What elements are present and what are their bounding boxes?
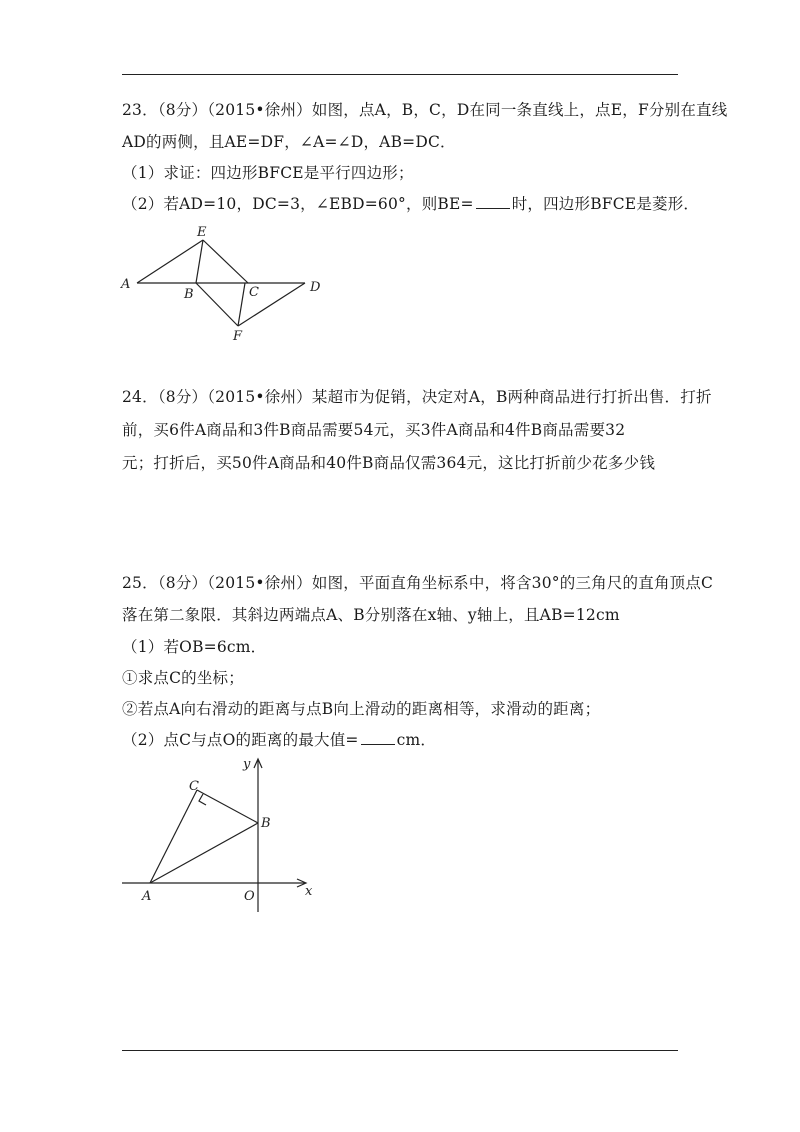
side-ac xyxy=(150,790,197,883)
label-c: C xyxy=(249,285,259,300)
label-f: F xyxy=(233,329,243,344)
q25-line-1: 25．（8分）（2015•徐州）如图，平面直角坐标系中，将含30°的三角尺的直角顶点C xyxy=(122,574,714,592)
q23-line-1: 23．（8分）（2015•徐州）如图，点A，B，C，D在同一条直线上，点E，F分别在直线 xyxy=(122,101,728,119)
q24-line-1: 24．（8分）（2015•徐州）某超市为促销，决定对A，B两种商品进行打折出售．打折 xyxy=(122,388,712,406)
q25-line-2: 落在第二象限．其斜边两端点A、B分别落在x轴、y轴上，且AB=12cm xyxy=(122,606,620,624)
label-b: B xyxy=(184,287,194,302)
side-cb xyxy=(197,790,258,823)
label-c: C xyxy=(189,779,199,794)
q23-line-4-pre: （2）若AD=10，DC=3，∠EBD=60°，则BE= xyxy=(122,195,474,213)
q25-line-6-post: cm． xyxy=(396,731,437,749)
q25-line-6-pre: （2）点C与点O的距离的最大值= xyxy=(122,731,359,749)
label-y: y xyxy=(243,757,251,772)
label-d: D xyxy=(310,280,321,295)
q23-line-4-post: 时，四边形BFCE是菱形． xyxy=(511,195,700,213)
q23-line-3: （1）求证：四边形BFCE是平行四边形； xyxy=(122,164,414,182)
q25-line-3: （1）若OB=6cm． xyxy=(122,638,267,656)
label-a: A xyxy=(121,277,131,292)
q24-line-2: 前，买6件A商品和3件B商品需要54元，买3件A商品和4件B商品需要32 xyxy=(122,421,626,439)
q25-line-4: ①求点C的坐标； xyxy=(122,669,244,687)
bottom-rule xyxy=(122,1050,678,1051)
label-x: x xyxy=(305,884,313,899)
right-angle-mark xyxy=(199,794,206,805)
label-b: B xyxy=(261,816,271,831)
q24-line-3: 元；打折后，买50件A商品和40件B商品仅需364元，这比打折前少花多少钱 xyxy=(122,454,656,472)
side-ab xyxy=(150,823,258,883)
q23-line-2: AD的两侧，且AE=DF，∠A=∠D，AB=DC． xyxy=(122,133,456,151)
label-a: A xyxy=(142,889,152,904)
label-o: O xyxy=(244,889,255,904)
q25-line-5: ②若点A向右滑动的距离与点B向上滑动的距离相等，求滑动的距离； xyxy=(122,700,601,718)
label-e: E xyxy=(197,225,207,240)
